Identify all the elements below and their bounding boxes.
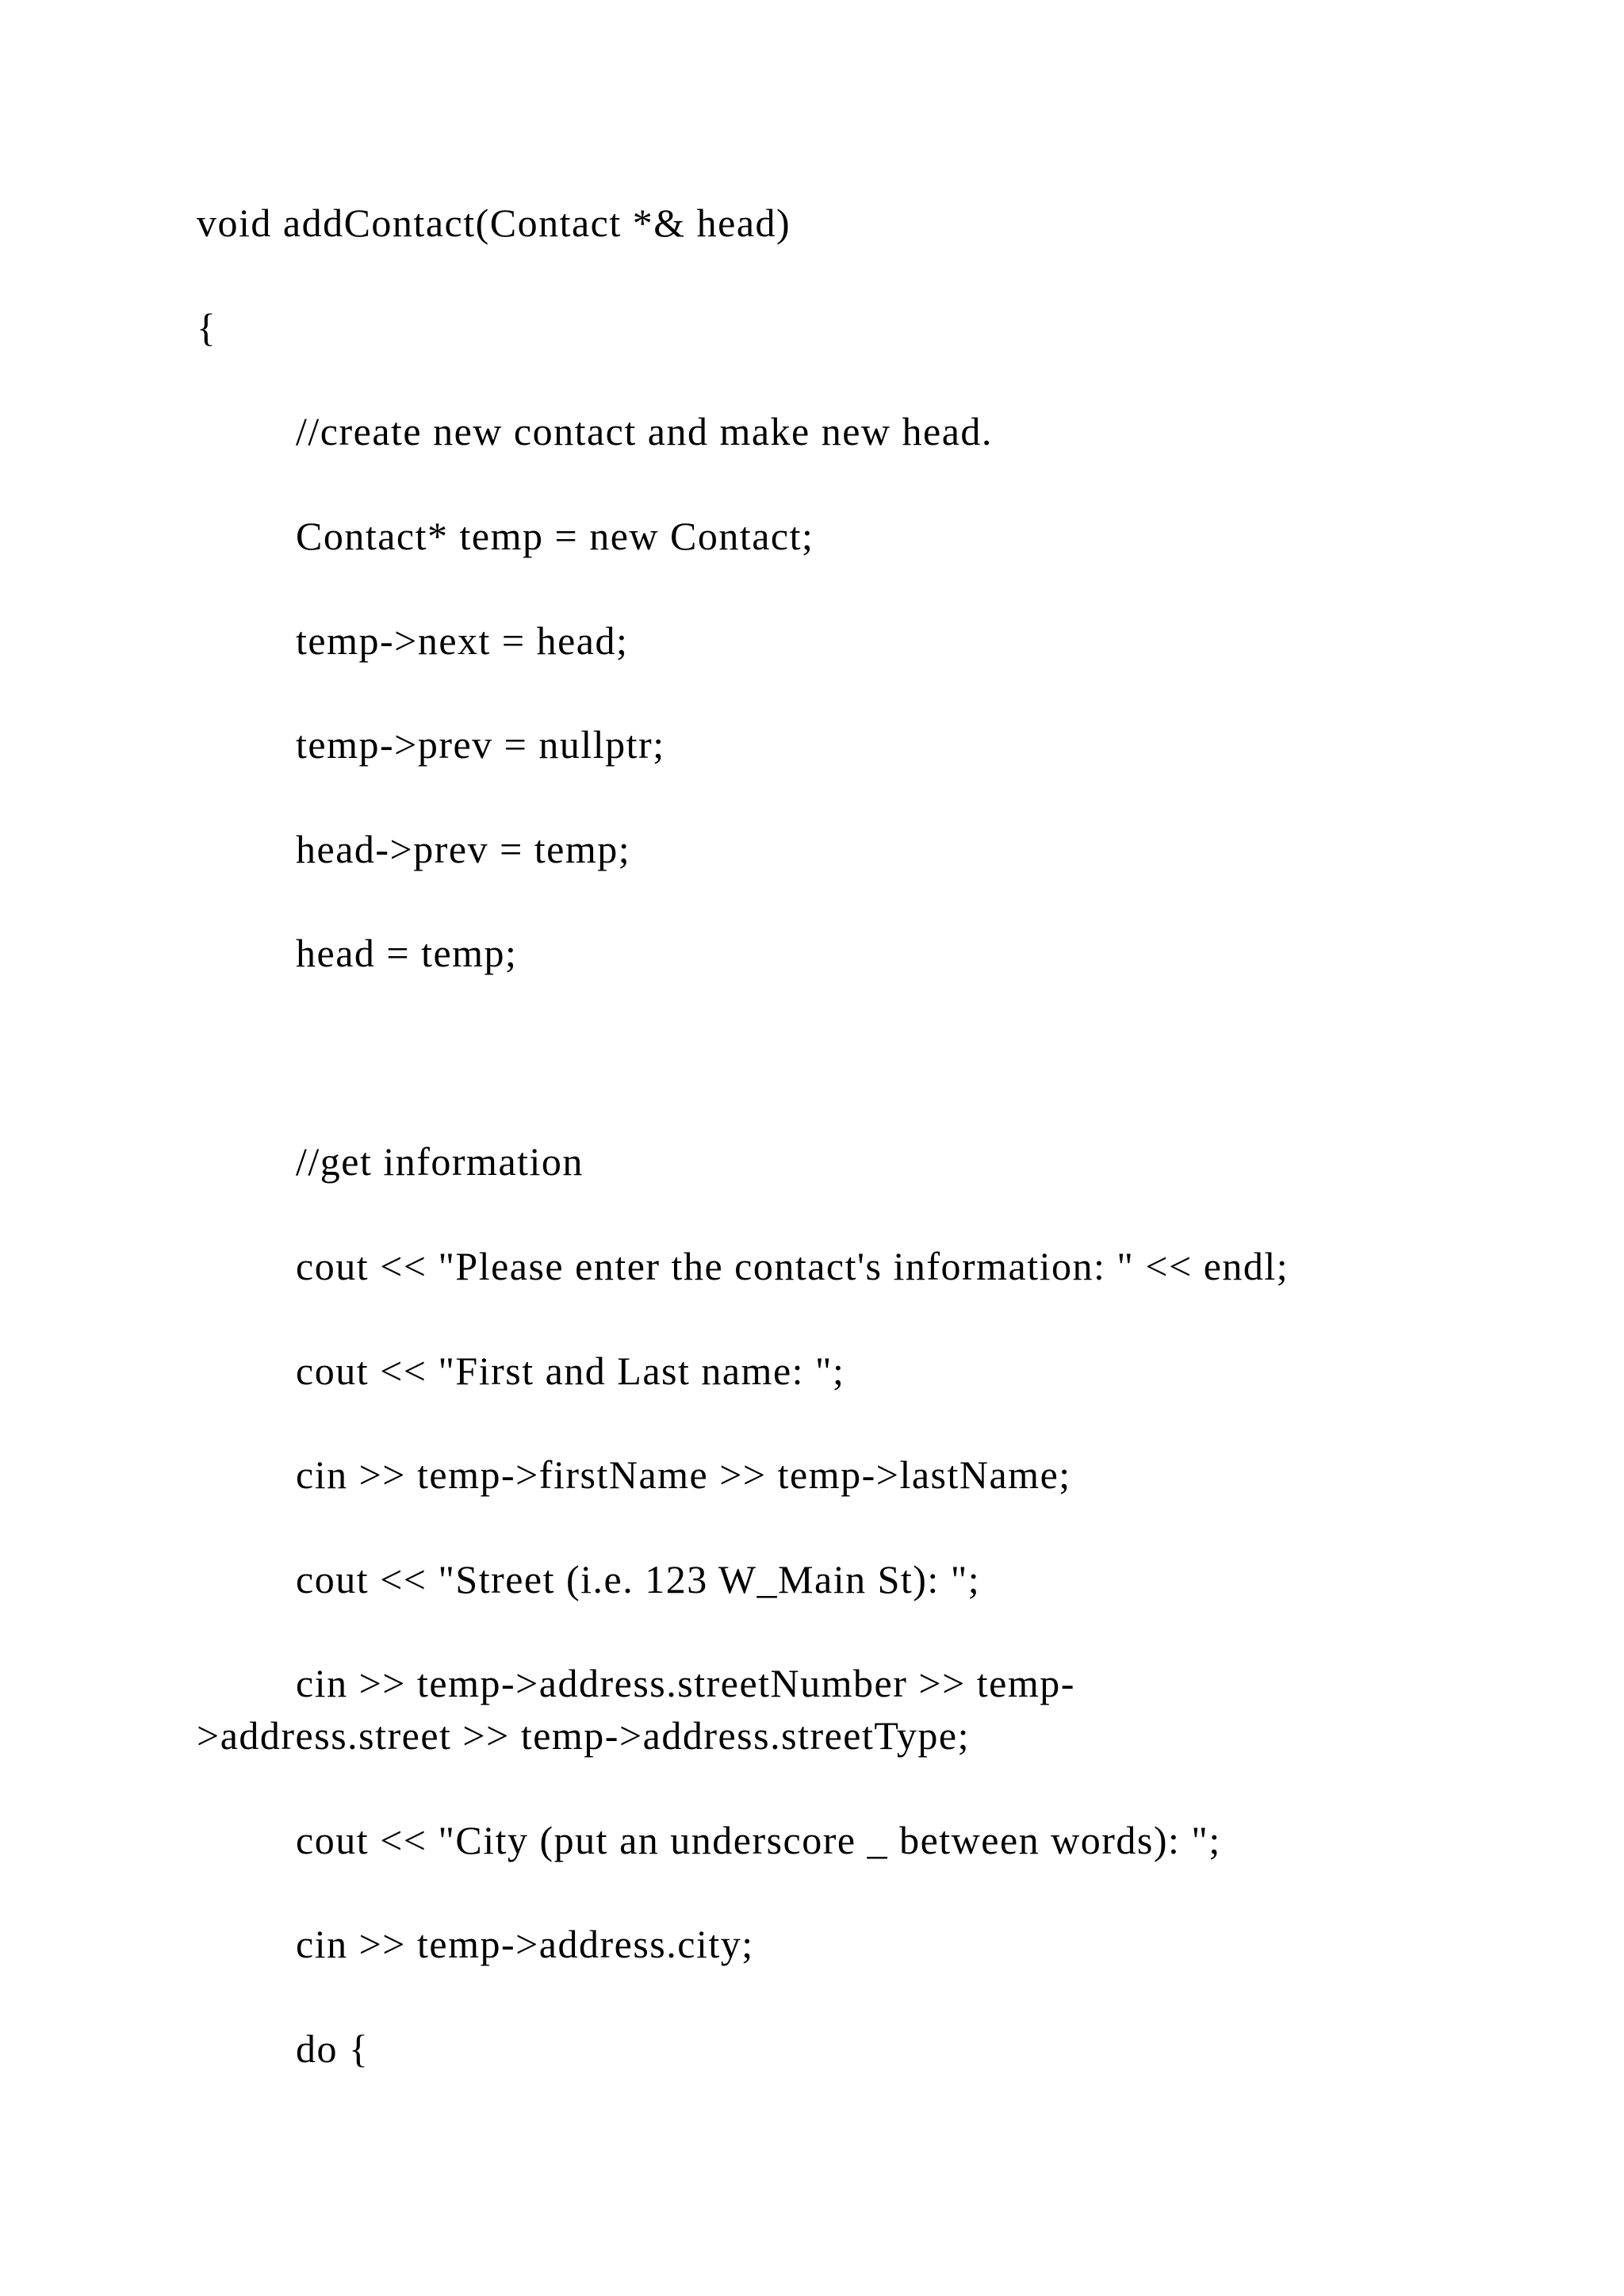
code-line-function-signature: void addContact(Contact *& head) bbox=[197, 201, 791, 245]
code-line-cin-address-part1: cin >> temp->address.streetNumber >> temp- bbox=[296, 1661, 1075, 1705]
code-line-head-assign: head = temp; bbox=[296, 931, 518, 975]
code-line-cout-street: cout << "Street (i.e. 123 W_Main St): "; bbox=[296, 1557, 981, 1601]
code-line-comment-create: //create new contact and make new head. bbox=[296, 409, 993, 453]
code-line-cin-city: cin >> temp->address.city; bbox=[296, 1922, 754, 1966]
code-line-head-prev: head->prev = temp; bbox=[296, 827, 631, 871]
code-line-new-contact: Contact* temp = new Contact; bbox=[296, 514, 814, 558]
code-line-temp-next: temp->next = head; bbox=[296, 618, 629, 663]
code-line-cout-city: cout << "City (put an underscore _ between words): "; bbox=[296, 1818, 1221, 1862]
code-line-cin-name: cin >> temp->firstName >> temp->lastName; bbox=[296, 1452, 1071, 1497]
code-line-open-brace: { bbox=[197, 305, 217, 350]
code-line-do-open: do { bbox=[296, 2026, 370, 2071]
code-line-cin-address-part2: >address.street >> temp->address.streetType; bbox=[197, 1713, 971, 1758]
code-line-temp-prev: temp->prev = nullptr; bbox=[296, 722, 665, 767]
code-line-cout-please-enter: cout << "Please enter the contact's information: " << endl; bbox=[296, 1244, 1289, 1288]
code-line-comment-get-info: //get information bbox=[296, 1139, 584, 1184]
code-line-cout-name: cout << "First and Last name: "; bbox=[296, 1349, 845, 1393]
